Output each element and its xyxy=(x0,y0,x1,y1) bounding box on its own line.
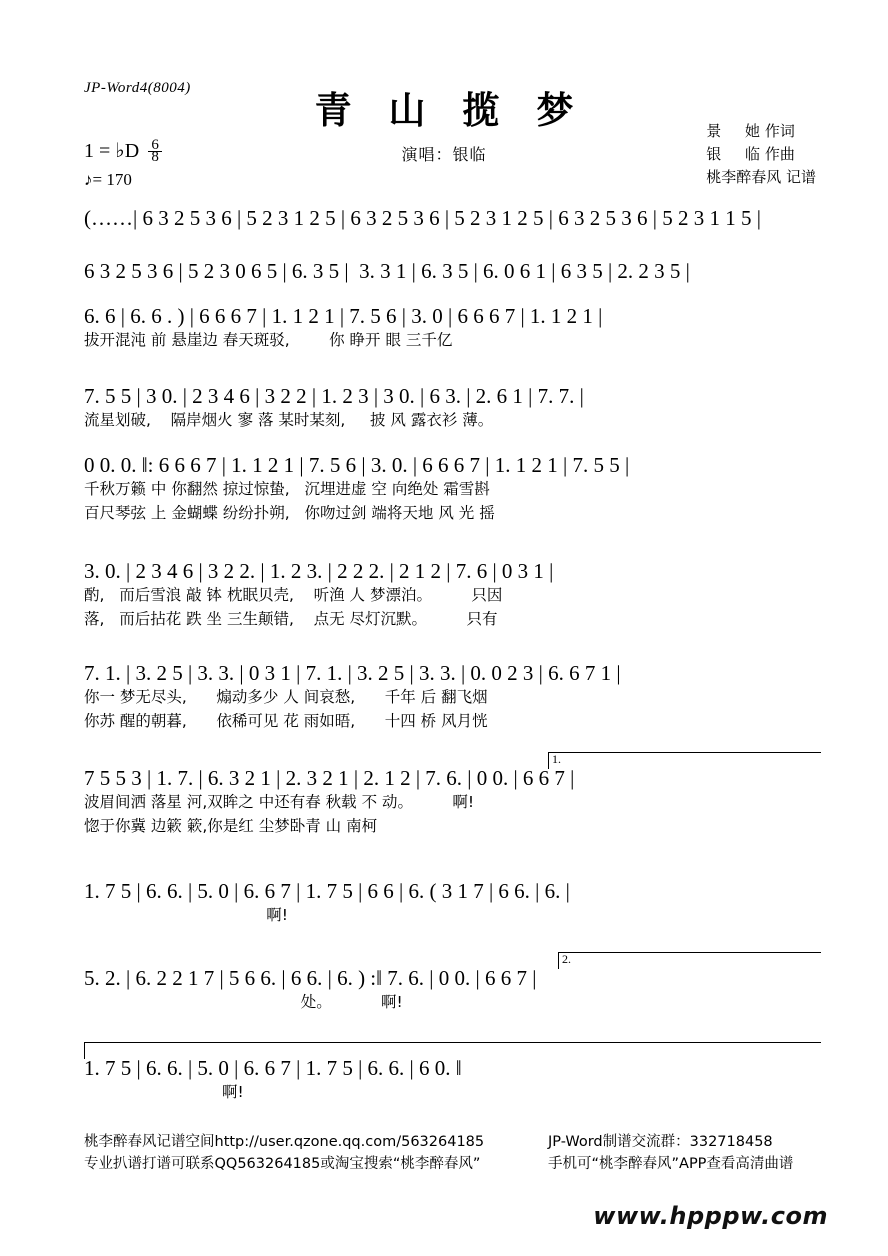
notes-line: 7 5 5 3 | 1. 7. | 6. 3 2 1 | 2. 3 2 1 | 2. 1 2 | 7. 6. | 0 0. | 6 6 7 | xyxy=(84,766,575,790)
sheet-code: JP-Word4(8004) xyxy=(84,80,191,96)
credit-lyricist: 景 她 作词 xyxy=(706,122,795,140)
time-signature-bottom: 8 xyxy=(151,149,159,165)
singer-line: 演唱：银临 xyxy=(401,145,487,164)
lyric-line-verse1: 酌, 而后雪浪 敲 钵 枕眠贝壳, 听渔 人 梦漂泊。 只因 xyxy=(84,586,503,604)
time-signature xyxy=(148,137,162,165)
notes-line: 5. 2. | 6. 2 2 1 7 | 5 6 6. | 6 6. | 6. ) :‖ 7. 6. | 0 0. | 6 6 7 | xyxy=(84,966,537,990)
footer-right xyxy=(548,1131,793,1175)
key-signature-text: 1 = ♭D xyxy=(84,140,140,162)
notes-line: 1. 7 5 | 6. 6. | 5. 0 | 6. 6 7 | 1. 7 5 | 6 6 | 6. ( 3 1 7 | 6 6. | 6. | xyxy=(84,879,570,903)
credit-transcriber: 桃李醉春风 记谱 xyxy=(706,168,816,186)
footer-right-line1: JP-Word制谱交流群：332718458 xyxy=(548,1134,773,1150)
tempo-marking: ♪= 170 xyxy=(84,170,132,189)
footer-left xyxy=(84,1131,484,1175)
notes-line: 3. 0. | 2 3 4 6 | 3 2 2. | 1. 2 3. | 2 2 2. | 2 1 2 | 7. 6 | 0 3 1 | xyxy=(84,559,554,583)
footer-left-line1: 桃李醉春风记谱空间http://user.qzone.qq.com/563264185 xyxy=(84,1134,485,1150)
lyric-line-verse1: 你一 梦无尽头, 煽动多少 人 间哀愁, 千年 后 翻飞烟 xyxy=(84,688,488,706)
system-5 xyxy=(84,452,824,524)
footer-right-line2: 手机可“桃李醉春风”APP查看高清曲谱 xyxy=(548,1156,794,1172)
system-10 xyxy=(84,965,824,1013)
notes-line: 7. 5 5 | 3 0. | 2 3 4 6 | 3 2 2 | 1. 2 3 | 3 0. | 6 3. | 2. 6 1 | 7. 7. | xyxy=(84,384,584,408)
notes-line: 0 0. 0. ‖: 6 6 6 7 | 1. 1 2 1 | 7. 5 6 | 3. 0. | 6 6 6 7 | 1. 1 2 1 | 7. 5 5 | xyxy=(84,453,630,477)
system-11 xyxy=(84,1055,824,1103)
notes-line: (……| 6 3 2 5 3 6 | 5 2 3 1 2 5 | 6 3 2 5 3 6 | 5 2 3 1 2 5 | 6 3 2 5 3 6 | 5 2 3 1 1 5 | xyxy=(84,206,761,230)
lyric-line-verse2: 百尺琴弦 上 金蝴蝶 纷纷扑朔, 你吻过剑 端将天地 风 光 摇 xyxy=(84,504,495,522)
system-9 xyxy=(84,878,824,926)
system-3 xyxy=(84,303,824,351)
final-bracket xyxy=(84,1042,821,1059)
lyric-line: 流星划破, 隔岸烟火 寥 落 某时某刻, 披 风 露衣衫 薄。 xyxy=(84,411,494,429)
lyric-line-verse2: 惚于你冀 边簌 簌,你是红 尘梦卧青 山 南柯 xyxy=(84,817,378,835)
first-ending-bracket xyxy=(548,752,821,769)
first-ending-label: 1. xyxy=(552,752,561,766)
watermark: www.hpppw.com xyxy=(593,1202,828,1230)
time-signature-top: 6 xyxy=(151,137,159,153)
credits-block xyxy=(706,120,816,189)
system-7 xyxy=(84,660,824,732)
key-signature xyxy=(84,138,162,163)
system-4 xyxy=(84,383,824,431)
system-2 xyxy=(84,258,824,284)
system-6 xyxy=(84,558,824,630)
page-title: 青 山 揽 梦 xyxy=(314,89,586,132)
notes-line: 1. 7 5 | 6. 6. | 5. 0 | 6. 6 7 | 1. 7 5 | 6. 6. | 6 0. ‖ xyxy=(84,1056,462,1080)
notes-line: 6. 6 | 6. 6 . ) | 6 6 6 7 | 1. 1 2 1 | 7. 5 6 | 3. 0 | 6 6 6 7 | 1. 1 2 1 | xyxy=(84,304,603,328)
second-ending-bracket xyxy=(558,952,821,969)
notes-line: 7. 1. | 3. 2 5 | 3. 3. | 0 3 1 | 7. 1. | 3. 2 5 | 3. 3. | 0. 0 2 3 | 6. 6 7 1 | xyxy=(84,661,621,685)
lyric-line: 处。 啊! xyxy=(84,993,403,1011)
second-ending-label: 2. xyxy=(562,952,571,966)
notes-line: 6 3 2 5 3 6 | 5 2 3 0 6 5 | 6. 3 5 | 3. 3 1 | 6. 3 5 | 6. 0 6 1 | 6 3 5 | 2. 2 3 5 | xyxy=(84,259,690,283)
system-1 xyxy=(84,205,824,231)
lyric-line-verse1: 千秋万籁 中 你翻然 掠过惊蛰, 沉埋进虚 空 向绝处 霜雪斟 xyxy=(84,480,490,498)
lyric-line-verse1: 波眉间洒 落星 河,双眸之 中还有春 秋载 不 动。 啊! xyxy=(84,793,475,811)
lyric-line: 啊! xyxy=(84,1083,244,1101)
footer-left-line2: 专业扒谱打谱可联系QQ563264185或淘宝搜索“桃李醉春风” xyxy=(84,1156,481,1172)
lyric-line: 啊! xyxy=(84,906,289,924)
system-8 xyxy=(84,765,824,837)
lyric-line: 拔开混沌 前 悬崖边 春天斑驳, 你 睁开 眼 三千亿 xyxy=(84,331,453,349)
lyric-line-verse2: 你苏 醒的朝暮, 依稀可见 花 雨如晤, 十四 桥 风月恍 xyxy=(84,712,488,730)
credit-composer: 银 临 作曲 xyxy=(706,145,795,163)
lyric-line-verse2: 落, 而后拈花 跌 坐 三生颠错, 点无 尽灯沉默。 只有 xyxy=(84,610,498,628)
